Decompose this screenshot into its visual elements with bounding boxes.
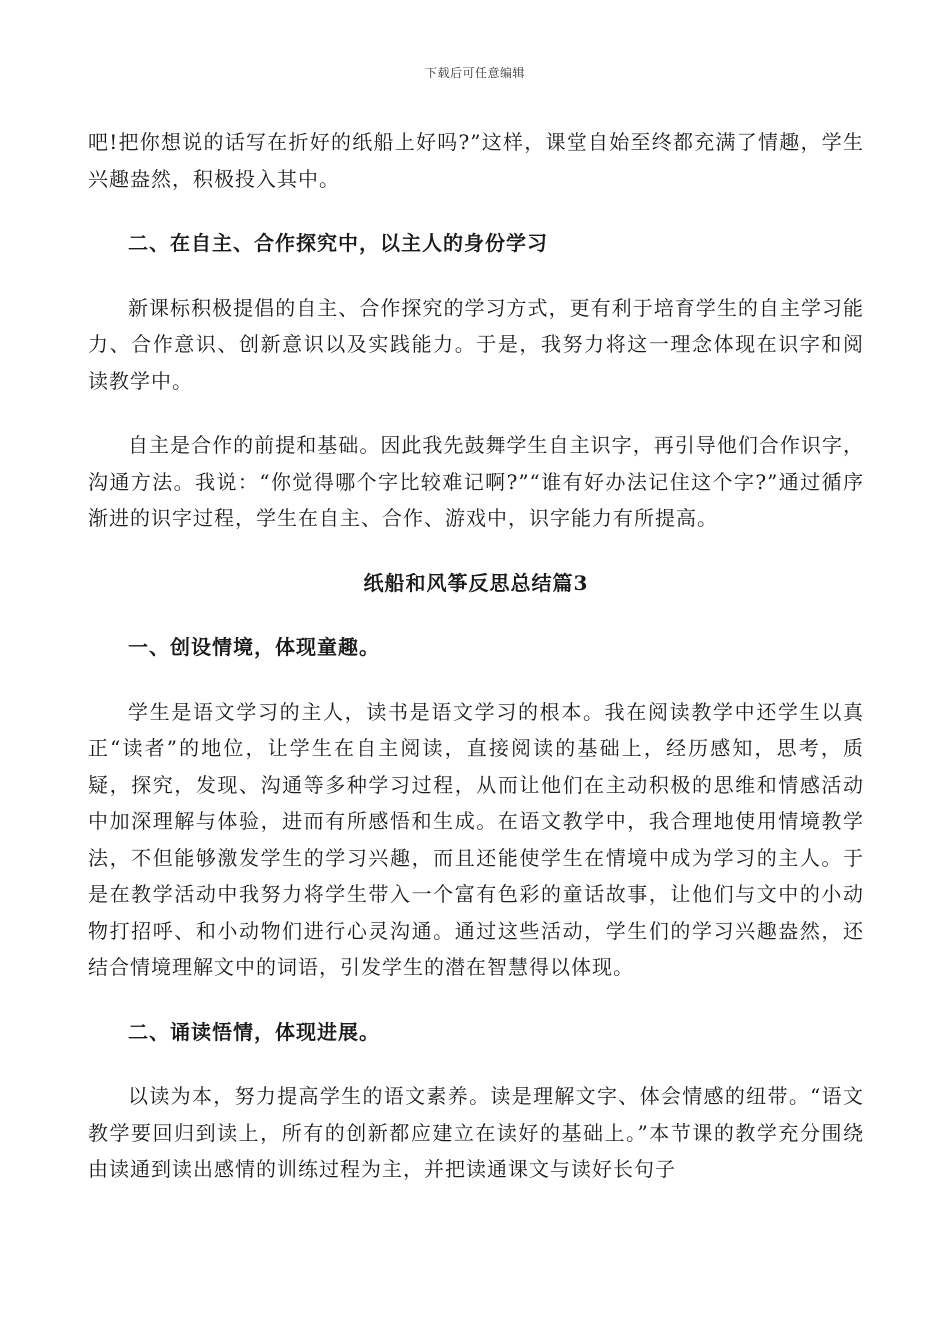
document-body [88,124,864,1188]
paragraph: 自主是合作的前提和基础。因此我先鼓舞学生自主识字，再引导他们合作识字，沟通方法。我说：“你觉得哪个字比较难记啊?”“谁有好办法记住这个字?”通过循序渐进的识字过程，学生在自主、合作、游戏中，识字能力有所提高。 [88,433,864,530]
section-heading: 二、在自主、合作探究中，以主人的身份学习 [128,231,548,255]
paragraph: 吧!把你想说的话写在折好的纸船上好吗?”这样，课堂自始至终都充满了情趣，学生兴趣盎然，积极投入其中。 [88,130,864,191]
article-title: 纸船和风筝反思总结篇3 [363,570,589,595]
paragraph: 新课标积极提倡的自主、合作探究的学习方式，更有利于培育学生的自主学习能力、合作意识、创新意识以及实践能力。于是，我努力将这一理念体现在识字和阅读教学中。 [88,295,864,393]
paragraph: 学生是语文学习的主人，读书是语文学习的根本。我在阅读教学中还学生以真正“读者”的地位，让学生在自主阅读，直接阅读的基础上，经历感知，思考，质疑，探究，发现、沟通等多种学习过程，从而让他们在主动积极的思维和情感活动中加深理解与体验，进而有所感悟和生成。在语文教学中，我合理地使用情境教学法，不但能够激发学生的学习兴趣，而且还能使学生在情境中成为学习的主人。于是在教学活动中我努力将学生带入一个富有色彩的童话故事，让他们与文中的小动物打招呼、和小动物们进行心灵沟通。通过这些活动，学生们的学习兴趣盎然，还结合情境理解文中的词语，引发学生的潜在智慧得以体现。 [88,699,864,979]
section-heading: 一、创设情境，体现童趣。 [128,635,380,659]
page-header: 下载后可任意编辑 [424,66,525,80]
section-heading: 二、诵读悟情，体现进展。 [128,1019,380,1044]
paragraph: 以读为本，努力提高学生的语文素养。读是理解文字、体会情感的纽带。“语文教学要回归到读上，所有的创新都应建立在读好的基础上。”本节课的教学充分围绕由读通到读出感情的训练过程为主，并把读通课文与读好长句子 [88,1084,864,1181]
